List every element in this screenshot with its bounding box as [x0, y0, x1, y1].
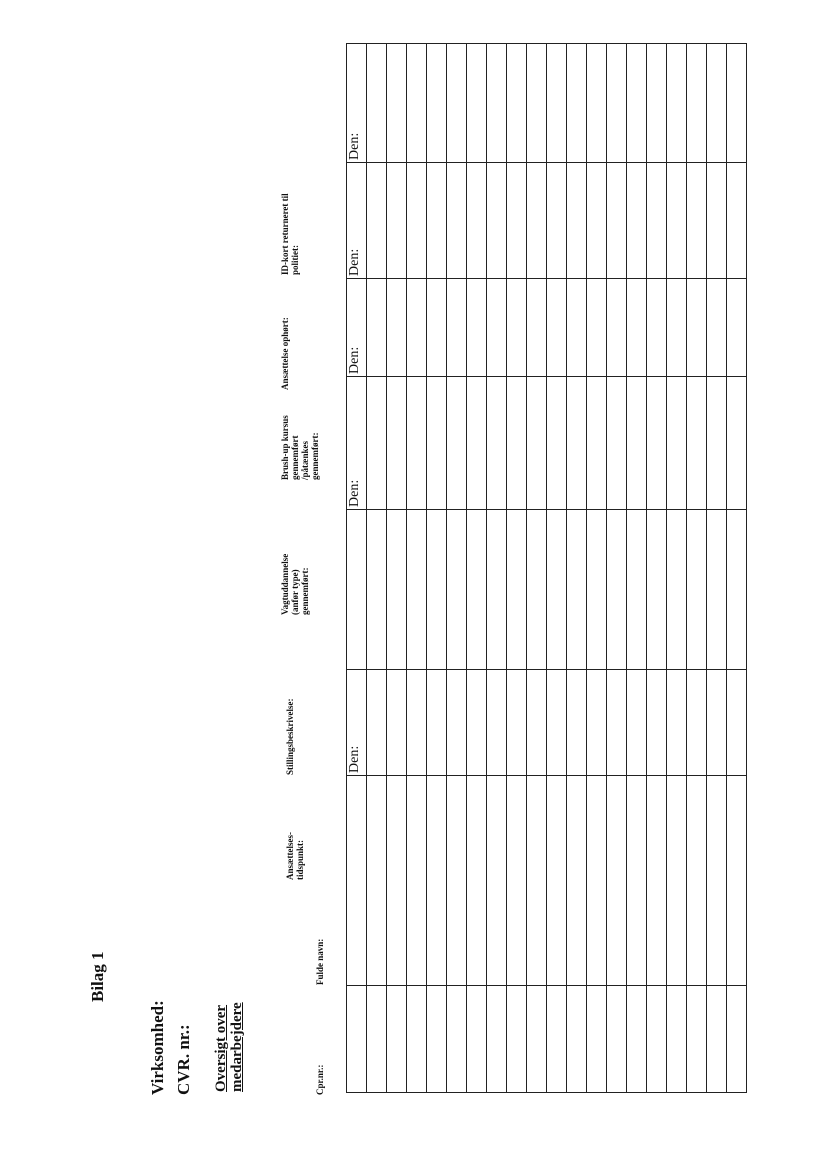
column-header: Stillingsbeskrivelse: — [285, 698, 295, 775]
table-cell[interactable] — [447, 510, 467, 670]
column-header: Brush-up kursus gennemført /påtænkes gennemført: — [280, 415, 320, 480]
table-row — [667, 44, 687, 1093]
table-cell[interactable] — [347, 279, 367, 377]
table-cell[interactable] — [367, 510, 387, 670]
table-cell[interactable] — [447, 776, 467, 986]
table-cell[interactable] — [547, 510, 567, 670]
table-cell[interactable] — [707, 279, 727, 377]
table-row — [527, 44, 547, 1093]
table-cell[interactable] — [567, 44, 587, 163]
table-cell[interactable] — [667, 986, 687, 1093]
table-cell[interactable] — [347, 44, 367, 163]
table-cell[interactable] — [527, 670, 547, 776]
table-cell[interactable] — [447, 377, 467, 510]
table-cell[interactable] — [667, 163, 687, 279]
table-cell[interactable] — [607, 510, 627, 670]
table-cell[interactable] — [347, 377, 367, 510]
date-prefix-label: Den: — [347, 479, 362, 507]
table-row — [707, 44, 727, 1093]
table-cell[interactable] — [427, 670, 447, 776]
table-cell[interactable] — [407, 986, 427, 1093]
table-cell[interactable] — [347, 510, 367, 670]
table-cell[interactable] — [507, 986, 527, 1093]
table-row — [587, 44, 607, 1093]
table-cell[interactable] — [547, 44, 567, 163]
table-cell[interactable] — [467, 670, 487, 776]
table-cell[interactable] — [567, 510, 587, 670]
table-cell[interactable] — [527, 279, 547, 377]
table-cell[interactable] — [367, 279, 387, 377]
table-cell[interactable] — [567, 986, 587, 1093]
table-cell[interactable] — [607, 377, 627, 510]
date-prefix-label: Den: — [347, 346, 362, 374]
table-cell[interactable] — [647, 986, 667, 1093]
table-cell[interactable] — [727, 163, 747, 279]
table-cell[interactable] — [407, 670, 427, 776]
table-cell[interactable] — [447, 44, 467, 163]
table-cell[interactable] — [527, 377, 547, 510]
column-header: Ansættelses- tidspunkt: — [285, 832, 305, 880]
table-cell[interactable] — [527, 44, 547, 163]
table-cell[interactable] — [627, 986, 647, 1093]
table-cell[interactable] — [607, 44, 627, 163]
table-cell[interactable] — [647, 163, 667, 279]
table-cell[interactable] — [387, 670, 407, 776]
table-cell[interactable] — [667, 510, 687, 670]
table-cell[interactable] — [487, 510, 507, 670]
table-cell[interactable] — [567, 163, 587, 279]
table-cell[interactable] — [667, 377, 687, 510]
table-cell[interactable] — [647, 776, 667, 986]
table-cell[interactable] — [367, 986, 387, 1093]
table-cell[interactable] — [347, 986, 367, 1093]
table-cell[interactable] — [447, 163, 467, 279]
table-cell[interactable] — [367, 44, 387, 163]
table-cell[interactable] — [727, 776, 747, 986]
table-row — [727, 44, 747, 1093]
table-cell[interactable] — [507, 163, 527, 279]
table-cell[interactable] — [607, 279, 627, 377]
table-cell[interactable] — [627, 279, 647, 377]
table-row — [467, 44, 487, 1093]
table-cell[interactable] — [607, 776, 627, 986]
table-row — [627, 44, 647, 1093]
table-cell[interactable] — [647, 670, 667, 776]
table-cell[interactable] — [627, 510, 647, 670]
table-cell[interactable] — [447, 279, 467, 377]
table-cell[interactable] — [607, 670, 627, 776]
table-cell[interactable] — [627, 670, 647, 776]
table-cell[interactable] — [647, 44, 667, 163]
table-cell[interactable] — [587, 279, 607, 377]
table-cell[interactable] — [487, 377, 507, 510]
table-cell[interactable] — [487, 670, 507, 776]
table-cell[interactable] — [367, 776, 387, 986]
table-cell[interactable] — [387, 279, 407, 377]
table-cell[interactable] — [367, 670, 387, 776]
column-header: Vagtuddannelse (anfør type) gennemført: — [280, 553, 310, 615]
table-row — [687, 44, 707, 1093]
table-cell[interactable] — [587, 510, 607, 670]
table-row — [447, 44, 467, 1093]
table-cell[interactable] — [367, 377, 387, 510]
table-cell[interactable] — [467, 44, 487, 163]
table-cell[interactable] — [707, 377, 727, 510]
overview-heading-line2: medarbejdere — [229, 1002, 245, 1092]
table-row — [347, 44, 367, 1093]
table-cell[interactable] — [727, 377, 747, 510]
date-prefix-label: Den: — [347, 745, 362, 773]
table-cell[interactable] — [407, 163, 427, 279]
table-cell[interactable] — [727, 44, 747, 163]
table-row — [407, 44, 427, 1093]
table-cell[interactable] — [647, 377, 667, 510]
table-cell[interactable] — [647, 279, 667, 377]
table-cell[interactable] — [447, 986, 467, 1093]
table-row — [567, 44, 587, 1093]
table-cell[interactable] — [587, 377, 607, 510]
table-cell[interactable] — [467, 510, 487, 670]
table-cell[interactable] — [687, 670, 707, 776]
table-cell[interactable] — [587, 163, 607, 279]
table-cell[interactable] — [687, 510, 707, 670]
table-cell[interactable] — [507, 776, 527, 986]
table-cell[interactable] — [427, 163, 447, 279]
table-cell[interactable] — [527, 986, 547, 1093]
table-cell[interactable] — [667, 44, 687, 163]
page-title: Bilag 1 — [88, 951, 107, 1002]
table-row — [647, 44, 667, 1093]
table-cell[interactable] — [587, 986, 607, 1093]
date-prefix-label: Den: — [347, 248, 362, 276]
table-row — [507, 44, 527, 1093]
table-cell[interactable] — [387, 986, 407, 1093]
table-cell[interactable] — [507, 44, 527, 163]
table-cell[interactable] — [407, 44, 427, 163]
table-cell[interactable] — [547, 377, 567, 510]
table-cell[interactable] — [627, 776, 647, 986]
column-header: ID-kort returneret til politiet: — [280, 193, 300, 275]
table-cell[interactable] — [407, 279, 427, 377]
column-header: Cpr.nr.: — [315, 1064, 325, 1095]
table-cell[interactable] — [707, 163, 727, 279]
table-row — [427, 44, 447, 1093]
table-cell[interactable] — [487, 776, 507, 986]
table-cell[interactable] — [467, 986, 487, 1093]
table-cell[interactable] — [607, 986, 627, 1093]
table-cell[interactable] — [507, 377, 527, 510]
table-cell[interactable] — [387, 377, 407, 510]
table-cell[interactable] — [467, 279, 487, 377]
table-cell[interactable] — [487, 279, 507, 377]
table-row — [367, 44, 387, 1093]
table-cell[interactable] — [647, 510, 667, 670]
table-cell[interactable] — [627, 377, 647, 510]
table-cell[interactable] — [487, 986, 507, 1093]
company-label: Virksomhed: — [148, 1000, 167, 1095]
table-cell[interactable] — [587, 44, 607, 163]
table-cell[interactable] — [727, 279, 747, 377]
table-cell[interactable] — [447, 670, 467, 776]
table-cell[interactable] — [567, 279, 587, 377]
date-prefix-label: Den: — [347, 132, 362, 160]
overview-heading-line1: Oversigt over — [213, 1004, 229, 1092]
table-cell[interactable] — [367, 163, 387, 279]
column-header: Fulde navn: — [315, 938, 325, 985]
table-cell[interactable] — [667, 670, 687, 776]
table-cell[interactable] — [687, 377, 707, 510]
table-cell[interactable] — [687, 44, 707, 163]
table-cell[interactable] — [387, 776, 407, 986]
table-cell[interactable] — [547, 776, 567, 986]
table-cell[interactable] — [347, 670, 367, 776]
table-cell[interactable] — [527, 163, 547, 279]
table-row — [547, 44, 567, 1093]
table-cell[interactable] — [667, 776, 687, 986]
table-cell[interactable] — [407, 510, 427, 670]
table-cell[interactable] — [467, 377, 487, 510]
table-row — [487, 44, 507, 1093]
table-cell[interactable] — [667, 279, 687, 377]
table-cell[interactable] — [587, 670, 607, 776]
table-cell[interactable] — [607, 163, 627, 279]
table-cell[interactable] — [527, 510, 547, 670]
table-cell[interactable] — [547, 670, 567, 776]
table-cell[interactable] — [487, 163, 507, 279]
table-cell[interactable] — [687, 776, 707, 986]
table-cell[interactable] — [727, 510, 747, 670]
table-cell[interactable] — [687, 986, 707, 1093]
table-cell[interactable] — [707, 44, 727, 163]
table-cell[interactable] — [547, 986, 567, 1093]
table-cell[interactable] — [427, 44, 447, 163]
table-cell[interactable] — [547, 279, 567, 377]
employee-table — [346, 43, 747, 1093]
table-cell[interactable] — [427, 510, 447, 670]
table-cell[interactable] — [427, 986, 447, 1093]
table-cell[interactable] — [507, 670, 527, 776]
table-cell[interactable] — [527, 776, 547, 986]
column-header: Ansættelse ophørt: — [280, 317, 290, 390]
table-cell[interactable] — [547, 163, 567, 279]
table-cell[interactable] — [727, 986, 747, 1093]
cvr-label: CVR. nr.: — [174, 1024, 193, 1095]
table-cell[interactable] — [347, 163, 367, 279]
table-cell[interactable] — [507, 279, 527, 377]
table-cell[interactable] — [407, 377, 427, 510]
table-cell[interactable] — [467, 163, 487, 279]
table-cell[interactable] — [587, 776, 607, 986]
table-cell[interactable] — [627, 163, 647, 279]
table-cell[interactable] — [567, 776, 587, 986]
table-cell[interactable] — [487, 44, 507, 163]
table-row — [607, 44, 627, 1093]
table-cell[interactable] — [427, 776, 447, 986]
table-cell[interactable] — [387, 44, 407, 163]
table-cell[interactable] — [407, 776, 427, 986]
table-cell[interactable] — [567, 377, 587, 510]
table-row — [387, 44, 407, 1093]
overview-heading — [213, 972, 245, 1092]
table-cell[interactable] — [567, 670, 587, 776]
table-cell[interactable] — [727, 670, 747, 776]
table-cell[interactable] — [707, 986, 727, 1093]
table-cell[interactable] — [707, 510, 727, 670]
table-cell[interactable] — [627, 44, 647, 163]
table-cell[interactable] — [687, 279, 707, 377]
table-cell[interactable] — [427, 377, 447, 510]
table-cell[interactable] — [427, 279, 447, 377]
table-cell[interactable] — [387, 163, 407, 279]
table-cell[interactable] — [507, 510, 527, 670]
table-cell[interactable] — [707, 670, 727, 776]
table-cell[interactable] — [687, 163, 707, 279]
table-cell[interactable] — [467, 776, 487, 986]
table-cell[interactable] — [347, 776, 367, 986]
table-cell[interactable] — [707, 776, 727, 986]
table-cell[interactable] — [387, 510, 407, 670]
